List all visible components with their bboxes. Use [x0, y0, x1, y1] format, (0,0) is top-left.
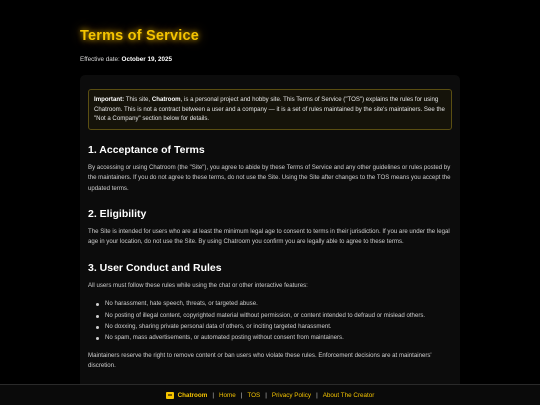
footer-brand-link[interactable]: Chatroom	[177, 391, 208, 399]
effective-date-line	[80, 56, 480, 63]
section-heading-eligibility: 2. Eligibility	[88, 208, 147, 220]
effective-date-value: October 19, 2025	[121, 56, 172, 63]
effective-date-label: Effective date:	[80, 56, 120, 63]
section-body-conduct: All users must follow these rules while using the chat or other interactive features:	[88, 281, 308, 289]
footer-separator: |	[316, 391, 318, 399]
notice-post: , is a personal project and hobby site. This Terms of Service ("TOS") explains the rules for using Chatroom. This is not a contract between a user and a company — it is a set of rules maintained by the site's maintainers. See the "Not a Company" section below for details.	[94, 96, 445, 123]
important-notice	[88, 89, 452, 130]
footer-link-privacy-policy[interactable]: Privacy Policy	[271, 391, 312, 399]
chatroom-logo-icon	[166, 392, 174, 399]
section-body-acceptance: By accessing or using Chatroom (the "Site"), you agree to abide by these Terms of Service and any other guidelines or rules posted by the maintainers. If you do not agree to these terms, do not use the Site. Using the Site after changes to the TOS means you accept the updated terms.	[88, 163, 451, 192]
notice-lead: Important:	[94, 96, 125, 103]
list-item: No doxxing, sharing private personal data of others, or inciting targeted harassment.	[105, 322, 452, 332]
footer-separator: |	[240, 391, 243, 399]
notice-pre: This site,	[125, 96, 151, 103]
section-after-conduct: Maintainers reserve the right to remove content or ban users who violate these rules. Enforcement decisions are at maintainers' discretion.	[88, 351, 432, 370]
site-footer	[0, 384, 540, 405]
conduct-rules-list	[88, 299, 452, 344]
footer-link-tos[interactable]: TOS	[247, 391, 261, 399]
section-heading-conduct: 3. User Conduct and Rules	[88, 261, 222, 274]
notice-site-name: Chatroom	[151, 96, 181, 103]
footer-separator: |	[212, 391, 214, 399]
footer-link-about-creator[interactable]: About The Creator	[322, 391, 375, 399]
list-item: No harassment, hate speech, threats, or targeted abuse.	[105, 299, 452, 309]
list-item: No posting of illegal content, copyrighted material without permission, or content intended to defraud or mislead others.	[105, 311, 452, 321]
section-body-eligibility: The Site is intended for users who are at least the minimum legal age to consent to terms in their jurisdiction. If you are under the legal age in your location, do not use the Site. By using Chatroom you confirm you are legally able to agree to these terms.	[88, 228, 450, 246]
section-heading-acceptance: 1. Acceptance of Terms	[88, 143, 205, 156]
page-header	[80, 28, 480, 63]
footer-link-home[interactable]: Home	[218, 391, 236, 399]
footer-separator: |	[265, 391, 267, 399]
tos-content-card	[80, 75, 460, 395]
list-item: No spam, mass advertisements, or automated posting without consent from maintainers.	[105, 333, 452, 343]
page-title: Terms of Service	[80, 28, 199, 44]
